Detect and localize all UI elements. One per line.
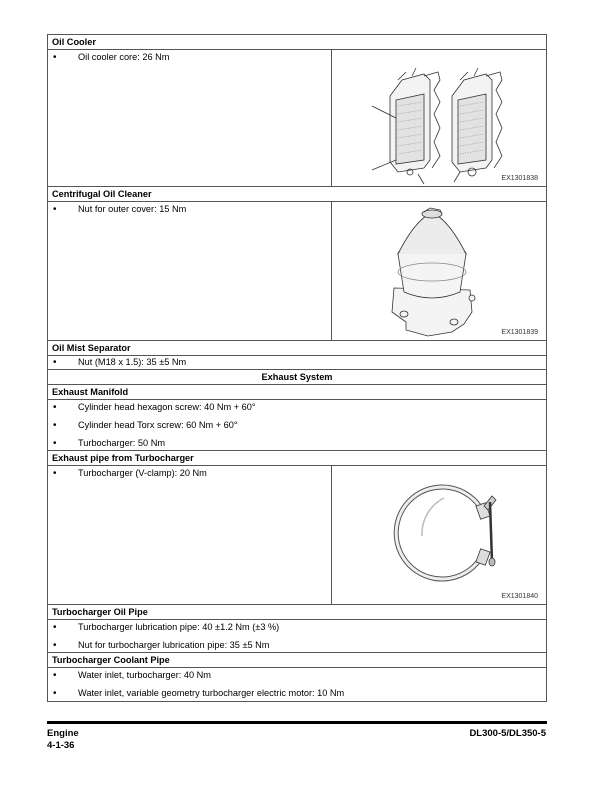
figure-caption: EX1301838 [501,175,538,182]
list-item: • Turbocharger: 50 Nm [53,438,165,449]
list-item: • Turbocharger (V-clamp): 20 Nm [53,468,207,479]
list-item: • Nut for outer cover: 15 Nm [53,204,187,215]
oil-cooler-header: Oil Cooler [48,35,547,50]
list-item: • Nut (M18 x 1.5): 35 ±5 Nm [53,357,187,368]
figure-caption: EX1301840 [501,593,538,600]
oil-cooler-spec-cell [48,50,332,187]
centrifugal-spec-cell [48,202,332,341]
list-item: • Cylinder head Torx screw: 60 Nm + 60° [53,420,238,431]
oil-cooler-figure-cell [332,50,547,187]
footer-model: DL300-5/DL350-5 [469,728,546,739]
exhaust-pipe-spec-cell [48,466,332,605]
oil-cleaner-illustration [332,202,547,341]
oil-mist-header: Oil Mist Separator [48,341,547,356]
list-item: • Water inlet, variable geometry turbocharger electric motor: 10 Nm [53,688,345,699]
list-item: • Turbocharger lubrication pipe: 40 ±1.2 Nm (±3 %) [53,622,280,633]
footer-left [47,728,79,752]
figure-caption: EX1301839 [501,329,538,336]
oil-mist-spec-cell [48,356,547,370]
v-clamp-illustration [332,466,547,605]
list-item: • Oil cooler core: 26 Nm [53,52,170,63]
exhaust-pipe-figure-cell [332,466,547,605]
footer-section-title: Engine [47,728,79,739]
list-item: • Cylinder head hexagon screw: 40 Nm + 60° [53,402,256,413]
exhaust-manifold-header: Exhaust Manifold [48,385,547,400]
oil-cooler-illustration [332,50,547,187]
footer-rule [47,721,547,724]
turbo-oil-pipe-header: Turbocharger Oil Pipe [48,605,547,620]
turbo-oil-pipe-spec-cell [48,620,547,653]
exhaust-system-heading: Exhaust System [48,370,547,385]
turbo-coolant-pipe-header: Turbocharger Coolant Pipe [48,653,547,668]
exhaust-pipe-header: Exhaust pipe from Turbocharger [48,451,547,466]
exhaust-manifold-spec-cell [48,400,547,451]
list-item: • Nut for turbocharger lubrication pipe: 35 ±5 Nm [53,640,270,651]
torque-spec-table [47,34,547,702]
centrifugal-figure-cell [332,202,547,341]
turbo-coolant-pipe-spec-cell [48,668,547,702]
centrifugal-header: Centrifugal Oil Cleaner [48,187,547,202]
spec-table-wrapper [47,34,546,702]
page-number: 4-1-36 [47,740,75,751]
list-item: • Water inlet, turbocharger: 40 Nm [53,670,211,681]
